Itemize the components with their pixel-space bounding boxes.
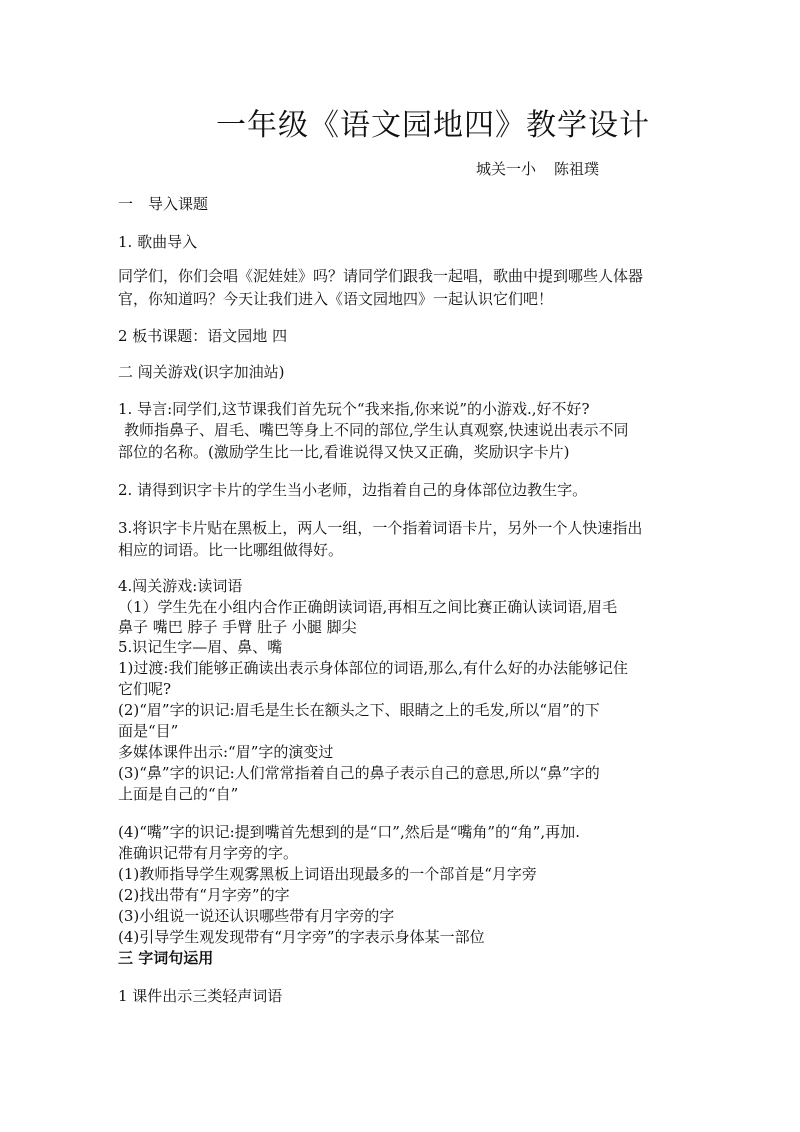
paragraph-line: （1）学生先在小组内合作正确朗读词语,再相互之间比赛正确认读词语,眉毛	[118, 598, 618, 616]
paragraph-line: 2 板书课题：语文园地 四	[118, 327, 288, 345]
paragraph-line: (4)“嘴”字的识记:提到嘴首先想到的是“口”,然后是“嘴角”的“角”,再加.	[118, 823, 580, 841]
author-school: 城关一小	[476, 160, 537, 178]
section-heading: 三 字词句运用	[118, 949, 214, 967]
paragraph-line: 面是“目”	[118, 722, 179, 740]
paragraph-line: 1)过渡:我们能够正确读出表示身体部位的词语,那么,有什么好的办法能够记住	[118, 659, 628, 677]
paragraph-line: (2)“眉”字的识记:眉毛是生长在额头之下、眼睛之上的毛发,所以“眉”的下	[118, 701, 600, 719]
paragraph-line: 5.识记生字—眉、鼻、嘴	[118, 638, 283, 656]
paragraph-line: (3)“鼻”字的识记:人们常常指着自己的鼻子表示自己的意思,所以“鼻”字的	[118, 764, 600, 782]
section-heading: 一 导入课题	[118, 195, 209, 213]
paragraph-line: 1 课件出示三类轻声词语	[118, 987, 283, 1005]
paragraph-line: 1. 导言:同学们,这节课我们首先玩个“我来指,你来说”的小游戏.,好不好?	[118, 400, 590, 418]
paragraph-line: 部位的名称。(激励学生比一比,看谁说得又快又正确，奖励识字卡片)	[118, 443, 570, 461]
subsection-heading: 1. 歌曲导入	[118, 233, 198, 251]
paragraph-line: (3)小组说一说还认识哪些带有月字旁的字	[118, 907, 395, 925]
paragraph-line: (4)引导学生观发现带有“月字旁”的字表示身体某一部位	[118, 928, 485, 946]
paragraph-line: 准确识记带有月字旁的字。	[118, 844, 299, 862]
paragraph-line: 4.闯关游戏:读词语	[118, 577, 243, 595]
paragraph-line: 教师指鼻子、眉毛、嘴巴等身上不同的部位,学生认真观察,快速说出表示不同	[124, 421, 629, 439]
page-title: 一年级《语文园地四》教学设计	[216, 108, 650, 143]
paragraph-line: (1)教师指导学生观雾黑板上词语出现最多的一个部首是“月字旁	[118, 865, 537, 883]
paragraph-line: 官，你知道吗？今天让我们进入《语文园地四》一起认识它们吧！	[118, 290, 554, 308]
paragraph-line: 多媒体课件出示:“眉”字的演变过	[118, 743, 334, 761]
paragraph-line: (2)找出带有“月字旁”的字	[118, 886, 290, 904]
paragraph-line: 3.将识字卡片贴在黑板上，两人一组，一个指着词语卡片，另外一个人快速指出	[118, 519, 643, 537]
paragraph-line: 上面是自己的“自”	[118, 785, 239, 803]
paragraph-line: 2. 请得到识字卡片的学生当小老师，边指着自己的身体部位边教生字。	[118, 481, 588, 499]
section-heading: 二 闯关游戏(识字加油站)	[118, 363, 285, 381]
paragraph-line: 相应的词语。比一比哪组做得好。	[118, 541, 344, 559]
paragraph-line: 鼻子 嘴巴 脖子 手臂 肚子 小腿 脚尖	[118, 618, 357, 636]
author-name: 陈祖璞	[554, 160, 600, 178]
paragraph-line: 它们呢?	[118, 680, 172, 698]
paragraph-line: 同学们，你们会唱《泥娃娃》吗？请同学们跟我一起唱，歌曲中提到哪些人体器	[118, 267, 644, 285]
author-line	[476, 158, 599, 179]
